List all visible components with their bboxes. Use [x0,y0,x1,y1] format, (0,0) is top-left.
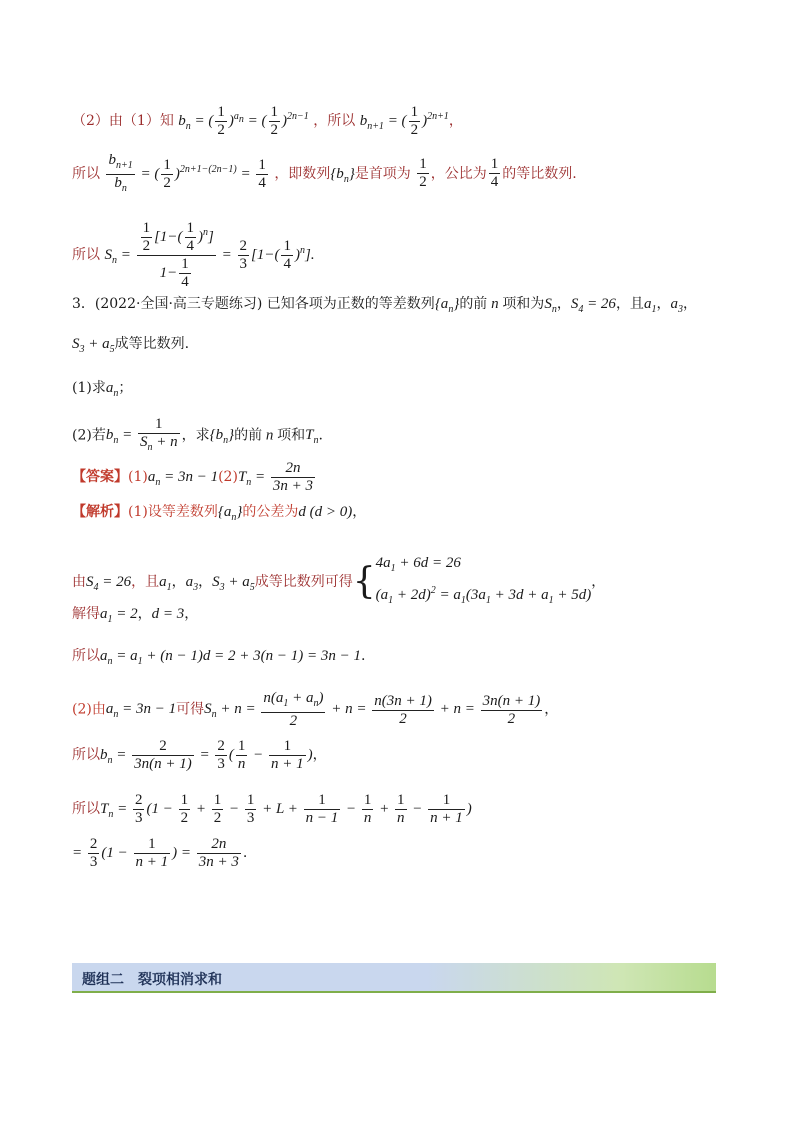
q1-label: (1)求 [72,380,106,396]
sn-prefix: 所以 [72,246,100,263]
formula-sn: $S_n$ = $\frac{1}{2}$ [1−( $\frac{1}{4}$ )$^n$] 1− $\frac{1}{4}$ = $\frac{2}{3}$ [1−( $\frac{1}{4}$ )$^n$]. [104,220,315,290]
part2-line: （2）由（1）知 $b_n$ = ( $\frac{1}{2}$ )$^{a_n}$ = ( $\frac{1}{2}$ )$^{2n-1}$ ，所以 $b_{n+1}$ = ( $\frac{1}{2}$ )$^{2n+1}$， [72,104,463,138]
formula-bn: $b_n$ = ( $\frac{1}{2}$ )$^{a_n}$ = ( $\frac{1}{2}$ )$^{2n-1}$ [178,104,309,138]
question-1: (1)求$a_n$； [72,380,133,399]
explain-text: (1)设等差数列 [128,504,218,520]
formula-bn1: $b_{n+1}$ = ( $\frac{1}{2}$ )$^{2n+1}$ [359,104,449,138]
problem3-line1: 3．(2022·全国·高三专题练习) 已知各项为正数的等差数列$\{a_n\}$的前 n 项和为$S_n$，$S_4 = 26$，且$a_1$，$a_3$， [72,296,697,315]
formula-ratio: $\frac{b_{n+1}}{b_n}$ = ( $\frac{1}{2}$ )$^{2n+1-(2n-1)}$ = $\frac{1}{4}$ [108,152,266,194]
q2-tail: 的前 [234,427,263,444]
tn-line1: 所以$T_n$ = $\frac{2}{3}$ (1 − $\frac{1}{2}$ + $\frac{1}{2}$ − $\frac{1}{3}$ + L + $\frac{1}{n - 1}$ − $\frac{1}{n}$ + $\frac{1}{n}$ − $\frac{1}{n + 1}$ ) [72,792,472,826]
q2-mid: ，求 [181,427,210,444]
ratio-suffix: 的等比数列. [502,165,577,182]
tn-line2: = $\frac{2}{3}$ (1 − $\frac{1}{n + 1}$ ) = $\frac{2n}{3n + 3}$ . [72,836,248,870]
problem3-text3: 项和为 [502,296,545,312]
explain-text2: 的公差为 [242,504,299,520]
p2-line: (2)由$a_n = 3n - 1$可得$S_n + n$ = $\frac{n(a_1 + a_n)}{2}$ + n = $\frac{n(3n + 1)}{2}$ + n = $\frac{3n(n + 1)}{2}$ ， [72,690,559,729]
bn-line: 所以$b_n$ = $\frac{2}{3n(n + 1)}$ = $\frac{2}{3}$ ( $\frac{1}{n}$ − $\frac{1}{n + 1}$ )， [72,738,327,772]
answer-line: 【答案】$(1)a_n = 3n - 1(2)T_n$ = $\frac{2n}{3n + 3}$ [72,460,314,494]
problem3-line2: $S_3 + a_5$成等比数列. [72,336,190,355]
ratio-common: ，公比为 [430,165,487,182]
from-line: 由$S_4 = 26$，且$a_1$，$a_3$，$S_3 + a_5$成等比数列可得{ $4a_1 + 6d = 26$ $(a_1 + 2d)^2 = a_1(3a_1 + 3d + a_1 + 5d)$ ， [72,555,606,606]
q2-label: (2)若 [72,427,106,444]
tn-prefix: 所以 [72,800,100,817]
problem3-text5: 成等比数列. [114,336,190,352]
from-tail: 成等比数列可得 [254,574,353,590]
problem3-text4: ，且 [615,296,644,312]
ratio-prefix: 所以 [72,165,100,182]
bn-prefix: 所以 [72,746,100,763]
part2-prefix: （2）由（1）知 [72,112,174,129]
explain-line: 【解析】(1)设等差数列$\{a_n\}$的公差为d (d > 0)， [72,504,367,523]
sn-line [72,220,315,291]
solve-line: 解得$a_1 = 2$，d = 3， [72,606,199,625]
question-2: (2)若$b_n$ = $\frac{1}{S_n + n}$ ，求$\{b_n\}$的前 n 项和$T_n$. [72,416,323,453]
solve-prefix: 解得 [72,606,100,622]
common-ratio: $\frac{1}{4}$ [490,156,499,191]
first-term: $\frac{1}{2}$ [419,156,427,191]
problem3-text2: 的前 [459,296,488,312]
answer-1: (1) [128,468,148,485]
explain-label: 【解析】 [72,504,128,520]
part2-mid: ，所以 [313,112,356,129]
so-prefix: 所以 [72,648,100,664]
answer-2: (2) [218,468,238,485]
so-line: 所以$a_n = a_1 + (n - 1)d = 2 + 3(n - 1) = 3n - 1$. [72,648,366,667]
q2-end: 项和 [277,427,306,444]
section-title: 题组二 裂项相消求和 [82,972,222,988]
from-mid: ，且 [131,574,160,590]
answer-label: 【答案】 [72,468,128,485]
ratio-first: 是首项为 [354,165,411,182]
p2-mid: 可得 [176,701,205,718]
section-header [72,963,716,993]
p2-prefix: (2)由 [72,701,106,718]
ratio-line: 所以 $\frac{b_{n+1}}{b_n}$ = ( $\frac{1}{2}$ )$^{2n+1-(2n-1)}$ = $\frac{1}{4}$ ，即数列$\{b_n\}$是首项为 $\frac{1}{2}$ ，公比为 $\frac{1}{4}$ 的等比数列. [72,152,577,194]
problem3-text1: 3．(2022·全国·高三专题练习) 已知各项为正数的等差数列 [72,296,435,312]
from-prefix: 由 [72,574,86,590]
ratio-mid: ，即数列 [274,165,331,182]
